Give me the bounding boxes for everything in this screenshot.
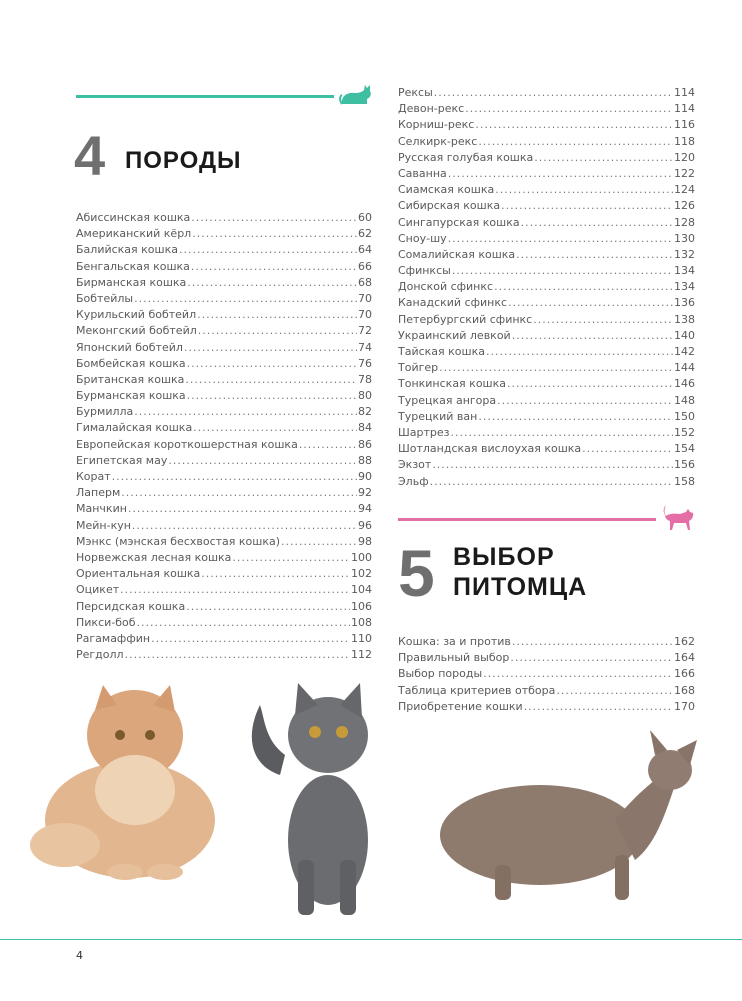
toc-entry-title: Мэнкс (мэнская бесхвостая кошка) bbox=[76, 534, 281, 548]
toc-leader-dots bbox=[134, 404, 357, 420]
toc-entry-title: Лаперм bbox=[76, 486, 121, 500]
toc-entry-title: Русская голубая кошка bbox=[398, 150, 534, 164]
toc-leader-dots bbox=[448, 231, 673, 247]
toc-leader-dots bbox=[201, 566, 350, 582]
toc-entry-title: Тонкинская кошка bbox=[398, 377, 506, 391]
toc-entry-page: 72 bbox=[358, 324, 372, 338]
toc-leader-dots bbox=[132, 518, 357, 534]
toc-entry-title: Египетская мау bbox=[76, 453, 168, 467]
toc-leader-dots bbox=[299, 437, 357, 453]
toc-entry[interactable] bbox=[398, 101, 695, 117]
toc-entry-title: Экзот bbox=[398, 458, 432, 472]
toc-entry[interactable] bbox=[76, 388, 372, 404]
toc-entry-title: Кошка: за и против bbox=[398, 635, 511, 648]
section-4-toc bbox=[76, 210, 372, 663]
toc-entry-page: 150 bbox=[674, 409, 695, 423]
toc-entry[interactable] bbox=[76, 275, 372, 291]
toc-entry-title: Турецкий ван bbox=[398, 409, 478, 423]
toc-entry[interactable] bbox=[398, 650, 695, 666]
toc-leader-dots bbox=[192, 226, 357, 242]
toc-entry-title: Американский кёрл bbox=[76, 227, 192, 241]
toc-leader-dots bbox=[478, 409, 673, 425]
toc-entry[interactable] bbox=[398, 279, 695, 295]
toc-leader-dots bbox=[128, 501, 357, 517]
toc-entry-title: Эльф bbox=[398, 474, 429, 488]
toc-entry-page: 106 bbox=[351, 599, 372, 613]
toc-entry[interactable] bbox=[76, 631, 372, 647]
toc-leader-dots bbox=[191, 210, 357, 226]
toc-entry-page: 136 bbox=[674, 296, 695, 310]
toc-entry[interactable] bbox=[398, 247, 695, 263]
toc-entry[interactable] bbox=[398, 134, 695, 150]
toc-entry-page: 144 bbox=[674, 361, 695, 375]
toc-entry-title: Балийская кошка bbox=[76, 243, 178, 257]
toc-entry[interactable] bbox=[76, 372, 372, 388]
toc-entry-page: 86 bbox=[358, 437, 372, 451]
toc-entry-title: Бомбейская кошка bbox=[76, 356, 186, 370]
toc-entry-title: Регдолл bbox=[76, 648, 124, 662]
toc-entry-title: Бирманская кошка bbox=[76, 275, 187, 289]
toc-entry[interactable] bbox=[398, 441, 695, 457]
toc-entry-title: Ориентальная кошка bbox=[76, 567, 201, 581]
toc-entry-title: Норвежская лесная кошка bbox=[76, 550, 232, 564]
toc-entry-title: Бенгальская кошка bbox=[76, 259, 190, 273]
toc-entry-title: Шартрез bbox=[398, 425, 450, 439]
toc-entry[interactable] bbox=[76, 582, 372, 598]
toc-entry-page: 122 bbox=[674, 166, 695, 180]
toc-entry[interactable] bbox=[398, 699, 695, 715]
toc-entry-page: 80 bbox=[358, 389, 372, 403]
toc-entry-title: Абиссинская кошка bbox=[76, 211, 191, 224]
toc-entry-title: Меконгский бобтейл bbox=[76, 324, 197, 338]
toc-entry-page: 152 bbox=[674, 425, 695, 439]
section-4-title: ПОРОДЫ bbox=[125, 147, 242, 174]
toc-entry-title: Рагамаффин bbox=[76, 631, 151, 645]
toc-entry-page: 90 bbox=[358, 470, 372, 483]
toc-entry-title: Девон-рекс bbox=[398, 102, 465, 116]
toc-entry-title: Рексы bbox=[398, 86, 433, 99]
toc-entry[interactable] bbox=[76, 242, 372, 258]
toc-entry-title: Таблица критериев отбора bbox=[398, 683, 556, 697]
toc-leader-dots bbox=[184, 340, 357, 356]
toc-entry[interactable] bbox=[398, 634, 695, 650]
toc-entry-title: Турецкая ангора bbox=[398, 393, 497, 407]
toc-entry[interactable] bbox=[398, 425, 695, 441]
toc-entry-title: Сомалийская кошка bbox=[398, 247, 516, 261]
toc-entry-title: Сиамская кошка bbox=[398, 183, 495, 197]
toc-entry[interactable] bbox=[76, 615, 372, 631]
toc-entry[interactable] bbox=[398, 263, 695, 279]
toc-entry-page: 138 bbox=[674, 312, 695, 326]
toc-entry[interactable] bbox=[76, 291, 372, 307]
toc-entry-page: 112 bbox=[351, 648, 372, 662]
toc-leader-dots bbox=[430, 474, 673, 490]
toc-entry-page: 154 bbox=[674, 442, 695, 456]
toc-entry[interactable] bbox=[398, 393, 695, 409]
toc-entry[interactable] bbox=[398, 376, 695, 392]
toc-entry[interactable] bbox=[398, 360, 695, 376]
toc-entry-page: 82 bbox=[358, 405, 372, 419]
toc-entry[interactable] bbox=[398, 474, 695, 490]
toc-leader-dots bbox=[121, 485, 357, 501]
toc-leader-dots bbox=[465, 101, 673, 117]
toc-leader-dots bbox=[510, 650, 673, 666]
toc-entry-title: Японский бобтейл bbox=[76, 340, 183, 354]
toc-entry-title: Сноу-шу bbox=[398, 231, 447, 245]
toc-entry-page: 168 bbox=[674, 683, 695, 697]
toc-entry-page: 118 bbox=[674, 134, 695, 148]
toc-entry[interactable] bbox=[398, 85, 695, 101]
toc-entry-page: 100 bbox=[351, 550, 372, 564]
toc-entry[interactable] bbox=[76, 485, 372, 501]
cat-walking-icon bbox=[660, 503, 696, 533]
toc-entry-page: 166 bbox=[674, 667, 695, 681]
toc-leader-dots bbox=[186, 599, 350, 615]
toc-entry-title: Сингапурская кошка bbox=[398, 215, 520, 229]
toc-entry-page: 114 bbox=[674, 86, 695, 99]
toc-entry-page: 124 bbox=[674, 183, 695, 197]
toc-entry-title: Пикси-боб bbox=[76, 615, 136, 629]
toc-leader-dots bbox=[582, 441, 673, 457]
toc-leader-dots bbox=[198, 323, 357, 339]
toc-entry[interactable] bbox=[76, 420, 372, 436]
section-5-rule bbox=[398, 518, 656, 521]
toc-entry[interactable] bbox=[398, 666, 695, 682]
toc-entry[interactable] bbox=[76, 259, 372, 275]
toc-leader-dots bbox=[486, 344, 673, 360]
toc-entry-page: 110 bbox=[351, 631, 372, 645]
toc-entry-page: 92 bbox=[358, 486, 372, 500]
page-number: 4 bbox=[76, 949, 83, 962]
toc-entry-title: Гималайская кошка bbox=[76, 421, 193, 435]
toc-leader-dots bbox=[512, 634, 673, 650]
toc-entry[interactable] bbox=[76, 518, 372, 534]
toc-entry-page: 78 bbox=[358, 372, 372, 386]
toc-leader-dots bbox=[191, 259, 357, 275]
toc-entry-title: Оцикет bbox=[76, 583, 120, 597]
toc-leader-dots bbox=[137, 615, 350, 631]
toc-entry-title: Тайская кошка bbox=[398, 345, 485, 358]
section-4-number: 4 bbox=[74, 124, 106, 187]
toc-entry-title: Персидская кошка bbox=[76, 599, 186, 613]
toc-entry[interactable] bbox=[76, 534, 372, 550]
toc-leader-dots bbox=[556, 683, 673, 699]
toc-entry[interactable] bbox=[398, 198, 695, 214]
toc-entry-page: 120 bbox=[674, 150, 695, 164]
toc-leader-dots bbox=[179, 242, 357, 258]
toc-leader-dots bbox=[478, 134, 673, 150]
toc-leader-dots bbox=[197, 307, 357, 323]
toc-entry-page: 60 bbox=[358, 211, 372, 224]
toc-entry[interactable] bbox=[76, 550, 372, 566]
toc-entry[interactable] bbox=[398, 182, 695, 198]
toc-entry-page: 76 bbox=[358, 356, 372, 370]
toc-entry[interactable] bbox=[76, 404, 372, 420]
toc-entry[interactable] bbox=[76, 469, 372, 485]
toc-entry-page: 134 bbox=[674, 264, 695, 278]
toc-entry-title: Корниш-рекс bbox=[398, 118, 475, 132]
toc-entry-page: 68 bbox=[358, 275, 372, 289]
toc-entry-page: 84 bbox=[358, 421, 372, 435]
toc-leader-dots bbox=[151, 631, 350, 647]
toc-entry[interactable] bbox=[76, 356, 372, 372]
toc-entry-page: 94 bbox=[358, 502, 372, 516]
toc-entry[interactable] bbox=[398, 344, 695, 360]
toc-entry-page: 108 bbox=[351, 615, 372, 629]
toc-entry[interactable] bbox=[398, 150, 695, 166]
toc-entry[interactable] bbox=[76, 226, 372, 242]
toc-entry-page: 88 bbox=[358, 453, 372, 467]
toc-entry-page: 146 bbox=[674, 377, 695, 391]
toc-leader-dots bbox=[187, 275, 357, 291]
toc-leader-dots bbox=[475, 117, 673, 133]
toc-entry-title: Саванна bbox=[398, 166, 447, 180]
toc-entry[interactable] bbox=[398, 683, 695, 699]
toc-entry[interactable] bbox=[76, 210, 372, 226]
section-5-number: 5 bbox=[398, 536, 435, 610]
toc-leader-dots bbox=[521, 215, 673, 231]
toc-leader-dots bbox=[439, 360, 673, 376]
toc-entry[interactable] bbox=[76, 501, 372, 517]
toc-leader-dots bbox=[448, 166, 673, 182]
toc-entry-page: 126 bbox=[674, 199, 695, 213]
toc-leader-dots bbox=[512, 328, 673, 344]
toc-leader-dots bbox=[434, 85, 673, 101]
toc-leader-dots bbox=[451, 425, 674, 441]
toc-entry-title: Правильный выбор bbox=[398, 651, 510, 665]
toc-entry-title: Бурмилла bbox=[76, 405, 134, 419]
section-4-rule bbox=[76, 95, 334, 98]
section-5-toc bbox=[398, 634, 695, 715]
toc-entry[interactable] bbox=[398, 231, 695, 247]
toc-entry-page: 114 bbox=[674, 102, 695, 116]
toc-entry-page: 66 bbox=[358, 259, 372, 273]
toc-leader-dots bbox=[112, 469, 357, 485]
toc-entry-title: Канадский сфинкс bbox=[398, 296, 508, 310]
toc-leader-dots bbox=[281, 534, 357, 550]
toc-leader-dots bbox=[497, 393, 673, 409]
toc-entry-title: Петербургский сфинкс bbox=[398, 312, 533, 326]
toc-entry[interactable] bbox=[76, 340, 372, 356]
toc-leader-dots bbox=[533, 312, 673, 328]
toc-entry-page: 70 bbox=[358, 291, 372, 305]
toc-entry-page: 142 bbox=[674, 345, 695, 358]
toc-entry[interactable] bbox=[398, 295, 695, 311]
toc-entry[interactable] bbox=[76, 307, 372, 323]
toc-leader-dots bbox=[432, 457, 673, 473]
toc-entry-page: 98 bbox=[358, 534, 372, 548]
toc-leader-dots bbox=[193, 420, 357, 436]
toc-entry[interactable] bbox=[398, 117, 695, 133]
toc-leader-dots bbox=[168, 453, 357, 469]
toc-entry-title: Курильский бобтейл bbox=[76, 308, 197, 322]
toc-entry[interactable] bbox=[76, 566, 372, 582]
toc-entry[interactable] bbox=[76, 437, 372, 453]
toc-entry-page: 102 bbox=[351, 567, 372, 581]
toc-entry-title: Украинский левкой bbox=[398, 328, 511, 342]
section-5-title-line2: ПИТОМЦА bbox=[453, 573, 588, 601]
toc-leader-dots bbox=[185, 372, 357, 388]
toc-entry-page: 70 bbox=[358, 308, 372, 322]
section-4-toc-continued bbox=[398, 85, 695, 490]
toc-leader-dots bbox=[187, 356, 357, 372]
toc-entry-page: 128 bbox=[674, 215, 695, 229]
toc-leader-dots bbox=[125, 647, 350, 663]
toc-leader-dots bbox=[516, 247, 673, 263]
toc-entry-page: 64 bbox=[358, 243, 372, 257]
toc-entry-title: Сибирская кошка bbox=[398, 199, 501, 213]
toc-entry-title: Корат bbox=[76, 470, 111, 483]
toc-entry[interactable] bbox=[76, 647, 372, 663]
toc-entry-page: 132 bbox=[674, 247, 695, 261]
toc-entry-title: Донской сфинкс bbox=[398, 280, 494, 294]
toc-entry-title: Манчкин bbox=[76, 502, 127, 516]
toc-entry[interactable] bbox=[398, 328, 695, 344]
toc-leader-dots bbox=[120, 582, 350, 598]
toc-entry[interactable] bbox=[398, 312, 695, 328]
toc-leader-dots bbox=[507, 376, 673, 392]
toc-entry-page: 140 bbox=[674, 328, 695, 342]
toc-leader-dots bbox=[494, 279, 673, 295]
toc-entry-page: 170 bbox=[674, 699, 695, 713]
toc-leader-dots bbox=[232, 550, 350, 566]
toc-entry-page: 74 bbox=[358, 340, 372, 354]
toc-leader-dots bbox=[495, 182, 673, 198]
toc-entry[interactable] bbox=[76, 453, 372, 469]
toc-leader-dots bbox=[534, 150, 673, 166]
british-shorthair-cat-photo bbox=[240, 680, 385, 925]
toc-entry-title: Выбор породы bbox=[398, 667, 483, 681]
toc-entry-page: 162 bbox=[674, 635, 695, 648]
toc-entry-title: Бурманская кошка bbox=[76, 389, 186, 403]
toc-entry-page: 156 bbox=[674, 458, 695, 472]
toc-leader-dots bbox=[508, 295, 673, 311]
munchkin-cat-photo bbox=[435, 725, 710, 910]
toc-entry-page: 116 bbox=[674, 118, 695, 132]
toc-entry-page: 164 bbox=[674, 651, 695, 665]
section-5-title-line1: ВЫБОР bbox=[453, 543, 555, 571]
toc-entry[interactable] bbox=[76, 599, 372, 615]
toc-entry-title: Мейн-кун bbox=[76, 518, 131, 532]
toc-entry[interactable] bbox=[398, 215, 695, 231]
toc-entry-title: Британская кошка bbox=[76, 372, 185, 386]
toc-leader-dots bbox=[134, 291, 357, 307]
toc-leader-dots bbox=[187, 388, 357, 404]
persian-cat-photo bbox=[25, 680, 240, 885]
toc-entry-page: 96 bbox=[358, 518, 372, 532]
toc-entry-title: Европейская короткошерстная кошка bbox=[76, 437, 298, 451]
toc-entry-title: Бобтейлы bbox=[76, 291, 134, 305]
toc-entry-page: 104 bbox=[351, 583, 372, 597]
footer-rule bbox=[0, 939, 742, 940]
toc-entry-title: Селкирк-рекс bbox=[398, 134, 478, 148]
toc-entry-title: Сфинксы bbox=[398, 264, 451, 278]
toc-leader-dots bbox=[501, 198, 673, 214]
toc-entry-title: Приобретение кошки bbox=[398, 699, 523, 713]
toc-entry-page: 134 bbox=[674, 280, 695, 294]
toc-entry-title: Шотландская вислоухая кошка bbox=[398, 442, 582, 456]
cat-lying-icon bbox=[339, 84, 373, 106]
toc-entry[interactable] bbox=[398, 457, 695, 473]
toc-entry[interactable] bbox=[398, 409, 695, 425]
toc-entry-page: 158 bbox=[674, 474, 695, 488]
toc-leader-dots bbox=[483, 666, 673, 682]
toc-entry-title: Тойгер bbox=[398, 361, 439, 375]
toc-entry-page: 130 bbox=[674, 231, 695, 245]
toc-entry-page: 62 bbox=[358, 227, 372, 241]
toc-entry[interactable] bbox=[398, 166, 695, 182]
toc-leader-dots bbox=[524, 699, 673, 715]
toc-entry-page: 148 bbox=[674, 393, 695, 407]
toc-entry[interactable] bbox=[76, 323, 372, 339]
toc-leader-dots bbox=[452, 263, 673, 279]
